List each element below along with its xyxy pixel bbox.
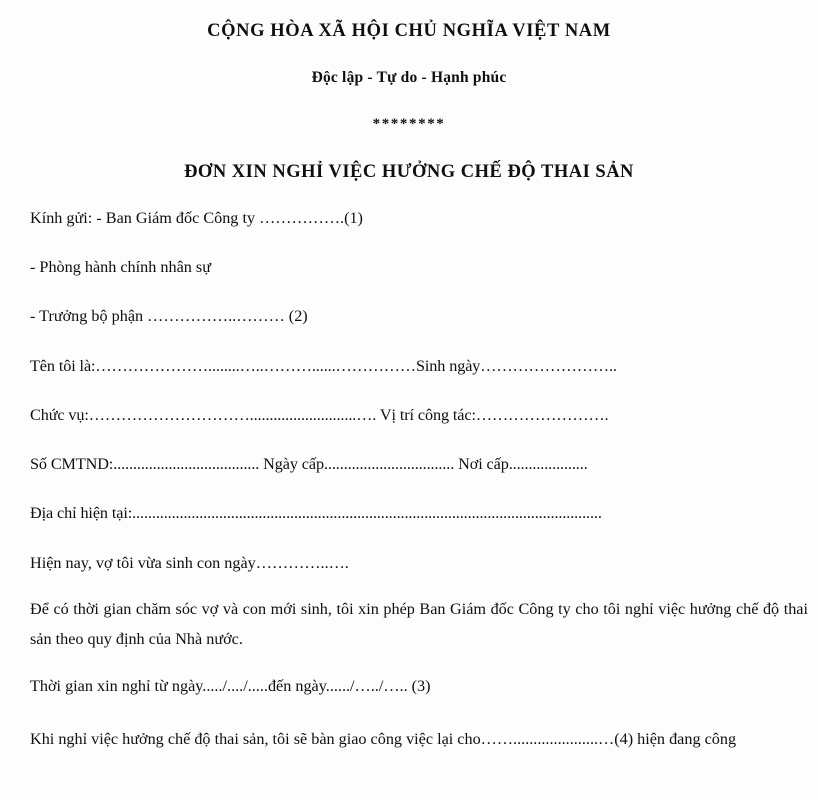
field-position-and-worksite: Chức vụ:…………………………...........................…. Vị trí công tác:……………………. (30, 405, 609, 424)
recipient-line-hr-department: - Phòng hành chính nhân sự (30, 258, 211, 277)
asterisk-separator: ******** (372, 115, 446, 132)
request-paragraph: Để có thời gian chăm sóc vợ và con mới sinh, tôi xin phép Ban Giám đốc Công ty cho tôi nghỉ việc hưởng chế độ thai sản theo quy định của Nhà nước. (30, 599, 808, 648)
national-title: CỘNG HÒA XÃ HỘI CHỦ NGHĨA VIỆT NAM (207, 21, 611, 41)
field-child-birth-date: Hiện nay, vợ tôi vừa sinh con ngày…………..…. (30, 553, 349, 572)
field-id-number: Số CMTND:..................................... Ngày cấp................................. Nơi cấp.................... (30, 455, 588, 474)
document-body (0, 208, 818, 755)
handover-paragraph: Khi nghỉ việc hưởng chế độ thai sản, tôi sẽ bàn giao công việc lại cho…….....................…(4) hiện đang công (30, 730, 737, 749)
field-current-address: Địa chỉ hiện tại:....................................................................................................................... (30, 504, 602, 523)
recipient-line-company: Kính gửi: - Ban Giám đốc Công ty …………….(1) (30, 208, 363, 227)
recipient-line-department-head: - Trưởng bộ phận ……………..……… (2) (30, 307, 308, 326)
field-leave-period: Thời gian xin nghỉ từ ngày...../..../.....đến ngày....../…../….. (3) (30, 676, 431, 695)
field-name-and-birthdate: Tên tôi là:…………………........…..………......……………Sinh ngày…………………….. (30, 356, 617, 375)
national-motto: Độc lập - Tự do - Hạnh phúc (311, 69, 507, 87)
page-title: ĐƠN XIN NGHỈ VIỆC HƯỞNG CHẾ ĐỘ THAI SẢN (184, 161, 634, 182)
document-header (0, 0, 818, 183)
